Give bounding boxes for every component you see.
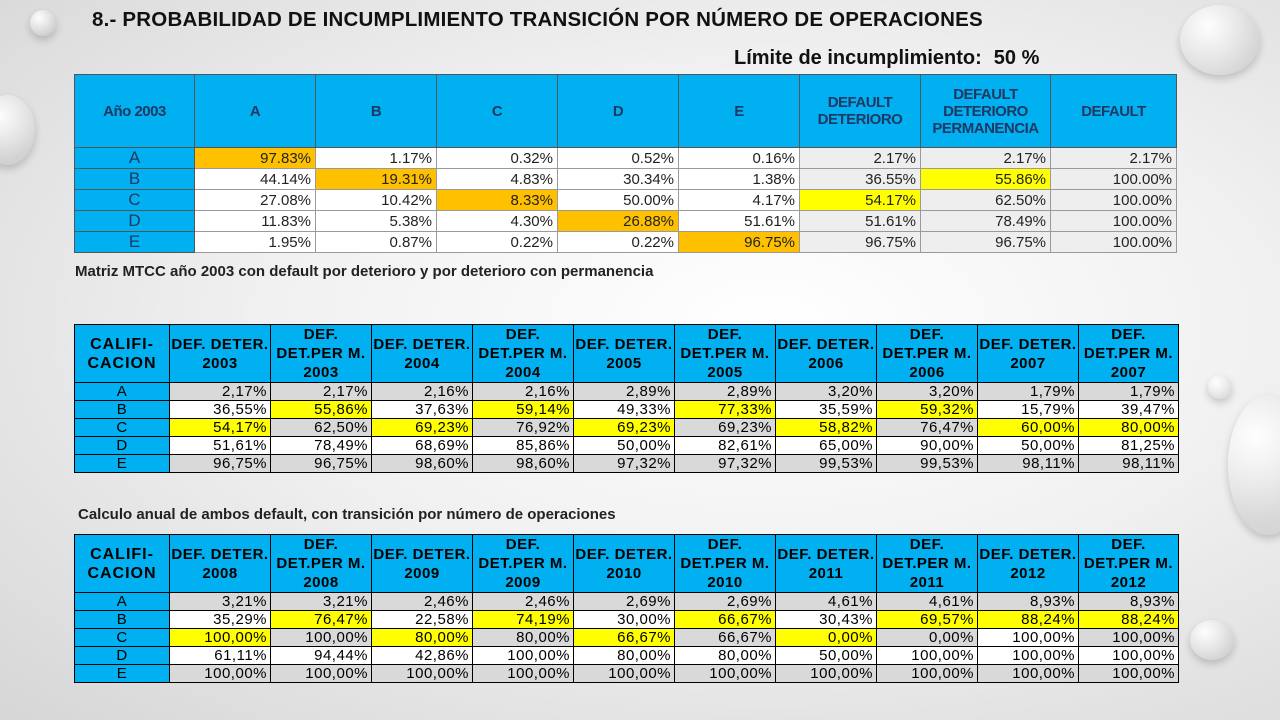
table3-cell: 35,29% <box>170 611 271 629</box>
table2-cell: 85,86% <box>473 437 574 455</box>
table1-header: C <box>437 75 558 148</box>
table1-cell: 50.00% <box>558 190 679 211</box>
table1-row <box>75 232 1177 253</box>
table2-row <box>75 383 1179 401</box>
table1-cell: 44.14% <box>195 169 316 190</box>
table2-cell: 36,55% <box>170 401 271 419</box>
table1-cell: 78.49% <box>921 211 1051 232</box>
table3-cell: 4,61% <box>776 593 877 611</box>
table1-cell: 0.22% <box>558 232 679 253</box>
table1-header: B <box>316 75 437 148</box>
table2-row-label: B <box>75 401 170 419</box>
table2-cell: 1,79% <box>1079 383 1179 401</box>
table2-cell: 3,20% <box>877 383 978 401</box>
table1-cell: 0.22% <box>437 232 558 253</box>
table3-cell: 88,24% <box>978 611 1079 629</box>
table3-header: DEF. DETER. 2012 <box>978 535 1079 593</box>
table2-cell: 96,75% <box>271 455 372 473</box>
table2-cell: 51,61% <box>170 437 271 455</box>
table3-header: DEF. DET.PER M. 2010 <box>675 535 776 593</box>
table1-cell: 96.75% <box>679 232 800 253</box>
table1-cell: 8.33% <box>437 190 558 211</box>
table1-cell: 0.87% <box>316 232 437 253</box>
table2-cell: 90,00% <box>877 437 978 455</box>
table1-cell: 26.88% <box>558 211 679 232</box>
table2-cell: 15,79% <box>978 401 1079 419</box>
table3-cell: 100,00% <box>776 665 877 683</box>
table1-cell: 2.17% <box>800 148 921 169</box>
table2-cell: 2,89% <box>675 383 776 401</box>
table1-row-label: D <box>75 211 195 232</box>
table2-cell: 2,16% <box>473 383 574 401</box>
table1-cell: 5.38% <box>316 211 437 232</box>
table1-cell: 2.17% <box>1051 148 1177 169</box>
table3-cell: 80,00% <box>574 647 675 665</box>
table3-cell: 0,00% <box>877 629 978 647</box>
table2-cell: 98,11% <box>1079 455 1179 473</box>
table1-header: DEFAULT DETERIORO PERMANENCIA <box>921 75 1051 148</box>
table3-cell: 100,00% <box>170 665 271 683</box>
table1-caption: Matriz MTCC año 2003 con default por deterioro y por deterioro con permanencia <box>75 263 654 280</box>
annual-default-table-2008-2012 <box>74 534 1179 683</box>
table3-cell: 100,00% <box>978 647 1079 665</box>
table2-cell: 96,75% <box>170 455 271 473</box>
table1-cell: 1.95% <box>195 232 316 253</box>
table3-cell: 80,00% <box>675 647 776 665</box>
table2-cell: 2,89% <box>574 383 675 401</box>
table3-cell: 2,46% <box>372 593 473 611</box>
table2-header: DEF. DETER. 2004 <box>372 325 473 383</box>
table3-cell: 2,69% <box>574 593 675 611</box>
table2-cell: 3,20% <box>776 383 877 401</box>
table3-row <box>75 611 1179 629</box>
table1-cell: 11.83% <box>195 211 316 232</box>
table1-cell: 97.83% <box>195 148 316 169</box>
table2-cell: 81,25% <box>1079 437 1179 455</box>
table1-cell: 100.00% <box>1051 211 1177 232</box>
table2-row-label: D <box>75 437 170 455</box>
table2-cell: 78,49% <box>271 437 372 455</box>
table1-cell: 100.00% <box>1051 190 1177 211</box>
table3-header: DEF. DET.PER M. 2011 <box>877 535 978 593</box>
table2-header: DEF. DET.PER M. 2005 <box>675 325 776 383</box>
table2-header: DEF. DETER. 2006 <box>776 325 877 383</box>
table2-cell: 98,11% <box>978 455 1079 473</box>
table1-cell: 96.75% <box>800 232 921 253</box>
table3-cell: 100,00% <box>473 647 574 665</box>
table3-cell: 22,58% <box>372 611 473 629</box>
table3-row-label: E <box>75 665 170 683</box>
table2-cell: 39,47% <box>1079 401 1179 419</box>
table2-cell: 68,69% <box>372 437 473 455</box>
water-drop-decoration <box>30 10 56 36</box>
table2-caption: Calculo anual de ambos default, con transición por número de operaciones <box>78 506 616 523</box>
water-drop-decoration <box>1228 395 1280 535</box>
table3-cell: 100,00% <box>271 629 372 647</box>
table2-cell: 69,23% <box>574 419 675 437</box>
table2-row-label: E <box>75 455 170 473</box>
table3-cell: 100,00% <box>473 665 574 683</box>
table3-row-label: B <box>75 611 170 629</box>
table2-cell: 62,50% <box>271 419 372 437</box>
table3-cell: 2,69% <box>675 593 776 611</box>
table3-cell: 69,57% <box>877 611 978 629</box>
table3-cell: 66,67% <box>675 629 776 647</box>
table1-row-label: A <box>75 148 195 169</box>
table3-header: DEF. DETER. 2011 <box>776 535 877 593</box>
table3-row <box>75 665 1179 683</box>
table3-header: DEF. DETER. 2008 <box>170 535 271 593</box>
table2-cell: 50,00% <box>574 437 675 455</box>
table2-cell: 82,61% <box>675 437 776 455</box>
table1-cell: 100.00% <box>1051 232 1177 253</box>
table3-corner-header: CALIFI- CACION <box>75 535 170 593</box>
table2-cell: 59,32% <box>877 401 978 419</box>
table3-cell: 61,11% <box>170 647 271 665</box>
table1-cell: 10.42% <box>316 190 437 211</box>
table3-cell: 80,00% <box>473 629 574 647</box>
table2-cell: 97,32% <box>574 455 675 473</box>
water-drop-decoration <box>0 95 35 165</box>
table2-cell: 69,23% <box>372 419 473 437</box>
table3-cell: 66,67% <box>675 611 776 629</box>
table3-cell: 100,00% <box>978 665 1079 683</box>
table1-cell: 27.08% <box>195 190 316 211</box>
table2-cell: 35,59% <box>776 401 877 419</box>
table3-cell: 50,00% <box>776 647 877 665</box>
table2-row <box>75 437 1179 455</box>
table1-cell: 30.34% <box>558 169 679 190</box>
table3-row <box>75 593 1179 611</box>
table3-row-label: D <box>75 647 170 665</box>
table2-cell: 37,63% <box>372 401 473 419</box>
table1-header: E <box>679 75 800 148</box>
table3-row <box>75 629 1179 647</box>
table1-cell: 51.61% <box>800 211 921 232</box>
transition-matrix-2003 <box>74 74 1177 253</box>
table1-cell: 51.61% <box>679 211 800 232</box>
default-limit-label: Límite de incumplimiento: <box>734 47 982 69</box>
table1-cell: 1.17% <box>316 148 437 169</box>
table3-cell: 76,47% <box>271 611 372 629</box>
table3-cell: 100,00% <box>574 665 675 683</box>
table3-row-label: C <box>75 629 170 647</box>
table1-cell: 96.75% <box>921 232 1051 253</box>
table2-corner-header: CALIFI- CACION <box>75 325 170 383</box>
default-limit <box>734 47 1039 70</box>
table2-cell: 77,33% <box>675 401 776 419</box>
table1-cell: 4.83% <box>437 169 558 190</box>
table1-cell: 100.00% <box>1051 169 1177 190</box>
table3-cell: 42,86% <box>372 647 473 665</box>
table1-cell: 54.17% <box>800 190 921 211</box>
annual-default-table-2003-2007 <box>74 324 1179 473</box>
table1-header: DEFAULT <box>1051 75 1177 148</box>
table3-cell: 80,00% <box>372 629 473 647</box>
table1-cell: 1.38% <box>679 169 800 190</box>
table2-row <box>75 401 1179 419</box>
table2-header: DEF. DET.PER M. 2003 <box>271 325 372 383</box>
table2-cell: 55,86% <box>271 401 372 419</box>
table2-cell: 54,17% <box>170 419 271 437</box>
table1-row <box>75 169 1177 190</box>
table3-cell: 100,00% <box>1079 629 1179 647</box>
table3-cell: 88,24% <box>1079 611 1179 629</box>
table1-cell: 55.86% <box>921 169 1051 190</box>
table2-row-label: A <box>75 383 170 401</box>
table1-row <box>75 148 1177 169</box>
table3-cell: 100,00% <box>271 665 372 683</box>
table3-cell: 100,00% <box>877 647 978 665</box>
table3-header: DEF. DETER. 2010 <box>574 535 675 593</box>
table2-cell: 98,60% <box>372 455 473 473</box>
table3-cell: 100,00% <box>675 665 776 683</box>
table1-header: D <box>558 75 679 148</box>
table3-cell: 8,93% <box>1079 593 1179 611</box>
table3-cell: 0,00% <box>776 629 877 647</box>
table2-cell: 69,23% <box>675 419 776 437</box>
table3-cell: 94,44% <box>271 647 372 665</box>
table3-cell: 100,00% <box>372 665 473 683</box>
table1-row <box>75 190 1177 211</box>
water-drop-decoration <box>1190 620 1234 660</box>
table1-header: A <box>195 75 316 148</box>
table2-cell: 2,16% <box>372 383 473 401</box>
table3-cell: 74,19% <box>473 611 574 629</box>
table2-cell: 99,53% <box>877 455 978 473</box>
table3-cell: 8,93% <box>978 593 1079 611</box>
table3-cell: 100,00% <box>877 665 978 683</box>
table3-cell: 3,21% <box>170 593 271 611</box>
table3-cell: 100,00% <box>978 629 1079 647</box>
table2-header: DEF. DETER. 2005 <box>574 325 675 383</box>
table1-header: DEFAULT DETERIORO <box>800 75 921 148</box>
table3-cell: 100,00% <box>170 629 271 647</box>
table3-header: DEF. DET.PER M. 2009 <box>473 535 574 593</box>
table1-cell: 36.55% <box>800 169 921 190</box>
default-limit-value: 50 % <box>993 47 1040 69</box>
table2-cell: 1,79% <box>978 383 1079 401</box>
table3-cell: 30,00% <box>574 611 675 629</box>
table3-cell: 66,67% <box>574 629 675 647</box>
table2-row <box>75 419 1179 437</box>
table1-row-label: C <box>75 190 195 211</box>
table2-cell: 49,33% <box>574 401 675 419</box>
table2-cell: 60,00% <box>978 419 1079 437</box>
table2-cell: 99,53% <box>776 455 877 473</box>
table2-cell: 76,92% <box>473 419 574 437</box>
table2-cell: 2,17% <box>170 383 271 401</box>
table3-row-label: A <box>75 593 170 611</box>
table3-cell: 3,21% <box>271 593 372 611</box>
page-title: 8.- PROBABILIDAD DE INCUMPLIMIENTO TRANSICIÓN POR NÚMERO DE OPERACIONES <box>92 8 983 31</box>
table1-row-label: E <box>75 232 195 253</box>
table2-cell: 80,00% <box>1079 419 1179 437</box>
water-drop-decoration <box>1180 5 1260 75</box>
table1-cell: 0.52% <box>558 148 679 169</box>
table2-header: DEF. DET.PER M. 2004 <box>473 325 574 383</box>
table1-cell: 19.31% <box>316 169 437 190</box>
table3-header: DEF. DETER. 2009 <box>372 535 473 593</box>
table3-cell: 100,00% <box>1079 665 1179 683</box>
table2-cell: 97,32% <box>675 455 776 473</box>
table2-header: DEF. DETER. 2003 <box>170 325 271 383</box>
table1-cell: 62.50% <box>921 190 1051 211</box>
table3-cell: 2,46% <box>473 593 574 611</box>
table2-cell: 98,60% <box>473 455 574 473</box>
water-drop-decoration <box>1208 375 1232 399</box>
table2-header: DEF. DET.PER M. 2006 <box>877 325 978 383</box>
table2-header: DEF. DETER. 2007 <box>978 325 1079 383</box>
table1-cell: 4.17% <box>679 190 800 211</box>
table2-cell: 58,82% <box>776 419 877 437</box>
table3-header: DEF. DET.PER M. 2008 <box>271 535 372 593</box>
table1-corner-header: Año 2003 <box>75 75 195 148</box>
table1-cell: 0.32% <box>437 148 558 169</box>
table2-cell: 76,47% <box>877 419 978 437</box>
table2-row <box>75 455 1179 473</box>
table1-cell: 0.16% <box>679 148 800 169</box>
table2-cell: 50,00% <box>978 437 1079 455</box>
table1-cell: 2.17% <box>921 148 1051 169</box>
table1-row-label: B <box>75 169 195 190</box>
table2-cell: 59,14% <box>473 401 574 419</box>
table2-cell: 2,17% <box>271 383 372 401</box>
table1-cell: 4.30% <box>437 211 558 232</box>
table3-cell: 4,61% <box>877 593 978 611</box>
table3-cell: 100,00% <box>1079 647 1179 665</box>
table3-header: DEF. DET.PER M. 2012 <box>1079 535 1179 593</box>
table3-row <box>75 647 1179 665</box>
table2-row-label: C <box>75 419 170 437</box>
table2-header: DEF. DET.PER M. 2007 <box>1079 325 1179 383</box>
table3-cell: 30,43% <box>776 611 877 629</box>
table2-cell: 65,00% <box>776 437 877 455</box>
table1-row <box>75 211 1177 232</box>
